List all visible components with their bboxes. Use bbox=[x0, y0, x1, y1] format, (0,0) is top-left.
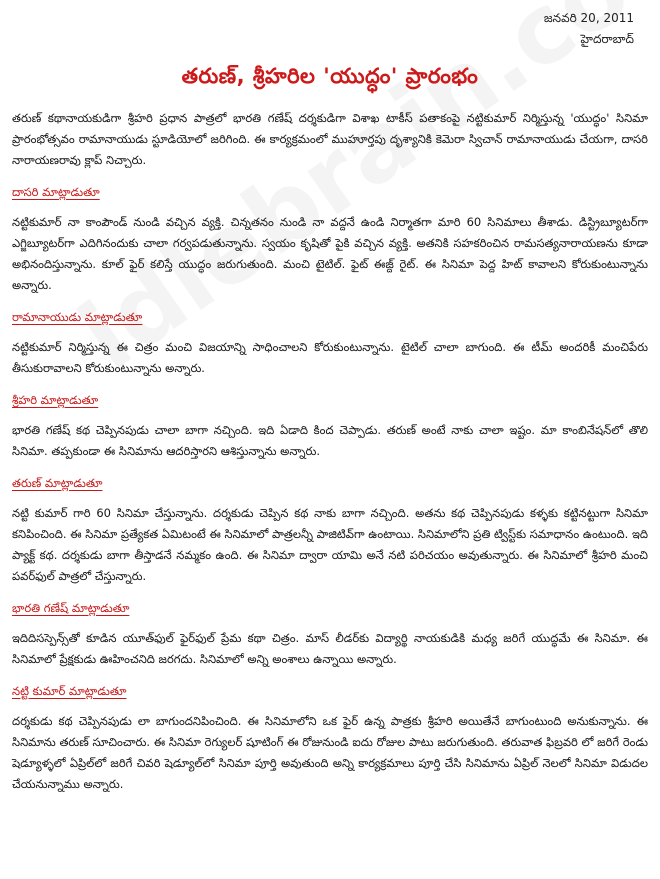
section-heading-srihari: శ్రీహరి మాట్లాడుతూ bbox=[12, 393, 99, 407]
article-place: హైదరాబాద్ bbox=[580, 32, 634, 46]
section-text-ramanaidu: నట్టికుమార్ నిర్మిస్తున్న ఈ చిత్రం మంచి విజయాన్ని సాధించాలని కోరుకుంటున్నాను. టైటిల్ చాలా బాగుంది. ఈ టీమ్ అందరికీ మంచిపేరు తీసుకురావాలని కోరుకుంటున్నాను అన్నారు. bbox=[12, 340, 648, 375]
section-heading-dasari: దాసరి మాట్లాడుతూ bbox=[12, 185, 100, 199]
section-heading-tarun: తరుణ్ మాట్లాడుతూ bbox=[12, 476, 103, 490]
section-text-natti-kumar: దర్శకుడు కథ చెప్పినపుడు లా బాగుందనిపించింది. ఈ సినిమాలోని ఒక ఫైర్ ఉన్న పాత్రకు శ్రీహరి అయితేనే బాగుంటుంది అనుకున్నాను. ఈ సినిమాను తరుణ్ సూచించారు. ఈ సినిమా రెగ్యులర్ షూటింగ్ ఈ రోజునుండి ఐదు రోజుల పాటు జరుగుతుంది. తరువాత ఫిబ్రవరి లో జరిగే రెండు షెడ్యూళ్ళలో ఏప్రిల్‌లో జరిగే చివరి షెడ్యూల్‌లో సినిమా పూర్తి అవుతుంది అన్ని కార్యక్రమాలు పూర్తి చేసి సినిమాను ఏప్రిల్ నెలలో సినిమా విడుదల చేయనున్నాము అన్నారు. bbox=[12, 714, 648, 791]
section-text-srihari: భారతి గణేష్ కథ చెప్పినపుడు చాలా బాగా నచ్చింది. ఇది ఏడాది కింద చెప్పాడు. తరుణ్ అంటే నాకు చాలా ఇష్టం. మా కాంబినేషన్‌లో తొలి సినిమా. తప్పకుండా ఈ సినిమాను ఆదరిస్తారని ఆశిస్తున్నాను అన్నారు. bbox=[12, 423, 648, 458]
section-text-bharathi-ganesh: ఇదిదిసస్పెన్స్‌తో కూడిన యూత్‌ఫుల్ ఫైర్‌ఫుల్ ప్రేమ కథా చిత్రం. మాస్ లీడర్‌కు విద్యార్థి నాయకుడికి మధ్య జరిగే యుద్ధమే ఈ సినిమా. ఈ సినిమాలో ప్రేక్షకుడు ఊహించనిది జరగదు. సినిమాలో అన్ని అంశాలు ఉన్నాయి అన్నారు. bbox=[12, 631, 648, 666]
dateline bbox=[544, 8, 634, 50]
section-text-tarun: నట్టి కుమార్ గారి 60 సినిమా చేస్తున్నాను. దర్శకుడు చెప్పిన కథ నాకు బాగా నచ్చింది. అతను కథ చెప్పినపుడు కళ్ళకు కట్టినట్టుగా సినిమా కనిపించింది. ఈ సినిమా ప్రత్యేకత ఏమిటంటే ఈ సినిమాలో పాత్రలన్నీ పాజిటివ్‌గా ఉంటాయి. సినిమాలోని ప్రతి ట్విస్ట్‌కు సమాధానం ఉంటుంది. ఇది ప్యాక్ట్ కథ. దర్శకుడు బాగా తీస్తాడనే నమ్మకం ఉంది. ఈ సినిమా ద్వారా యామి అనే నటి పరిచయం అవుతున్నారు. ఈ సినిమాలో శ్రీహరి మంచి పవర్‌ఫుల్ పాత్రలో చేస్తున్నారు. bbox=[12, 506, 648, 583]
intro-paragraph: తరుణ్ కథానాయకుడిగా శ్రీహరి ప్రధాన పాత్రలో భారతి గణేష్ దర్శకుడిగా విశాఖ టాకీస్ పతాకంపై నట్టికుమార్ నిర్మిస్తున్న 'యుద్ధం' సినిమా ప్రారంభోత్సవం రామానాయుడు స్టూడియోలో జరిగింది. ఈ కార్యక్రమంలో ముహూర్తపు దృశ్యానికి కెమెరా స్విచాన్ రామానాయుడు చేయగా, దాసరి నారాయణరావు క్లాప్ నిచ్చారు. bbox=[12, 111, 648, 167]
article-title: తరుణ్, శ్రీహరిల 'యుద్ధం' ప్రారంభం bbox=[181, 64, 479, 88]
article-date: జనవరి 20, 2011 bbox=[543, 11, 634, 25]
section-text-dasari: నట్టికుమార్ నా కాంపౌండ్ నుండి వచ్చిన వ్యక్తి. చిన్నతనం నుండి నా వద్దనే ఉండి నిర్మాతగా మారి 60 సినిమాలు తీశాడు. డిస్ట్రిబ్యూటర్‌గా ఎగ్జిబ్యూటర్‌గా ఎదిగినందుకు చాలా గర్వపడుతున్నాను. స్వయం కృషితో పైకి వచ్చిన వ్యక్తి. అతనికి సహకరించిన రామసత్యనారాయణను కూడా అభినందిస్తున్నాను. కూల్ ఫైర్ కలిస్తే యుద్ధం జరుగుతుంది. మంచి టైటిల్. ఫైట్ ఈజ్ద్ రైట్. ఈ సినిమా పెద్ద హిట్ కావాలని కోరుకుంటున్నాను అన్నారు. bbox=[12, 215, 648, 292]
section-heading-ramanaidu: రామానాయుడు మాట్లాడుతూ bbox=[12, 310, 143, 324]
article-body bbox=[12, 108, 648, 795]
section-heading-bharathi-ganesh: భారతి గణేష్ మాట్లాడుతూ bbox=[12, 601, 130, 615]
section-heading-natti-kumar: నట్టి కుమార్ మాట్లాడుతూ bbox=[12, 684, 127, 698]
